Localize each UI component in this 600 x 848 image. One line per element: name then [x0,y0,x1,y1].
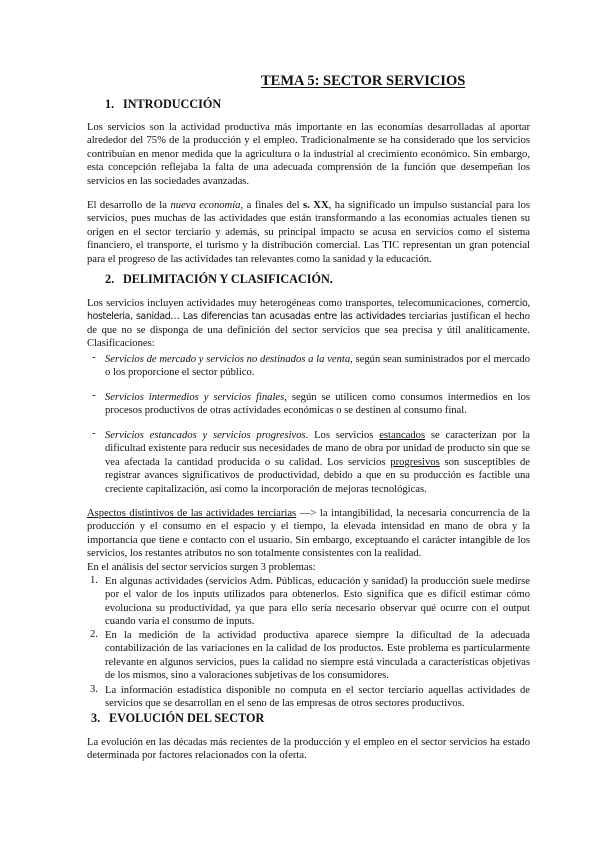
section-heading-evolucion [91,711,264,726]
section-title: INTRODUCCIÓN [123,97,222,111]
section-number: 1. [105,97,115,111]
text-run: Los servicios incluyen actividades muy heterogéneas como transportes, telecomunicaciones, [87,298,484,309]
text-run: terciarias justifican el hecho de que no se disponga de una definición del sector servicios que sea precisa y útil analíticamente. Clasificaciones: [87,311,530,350]
bullet-marker: - [92,351,96,363]
bullet-item-estancados [105,429,530,496]
list-number: 3. [90,684,98,695]
bullet-marker: - [92,389,96,401]
paragraph-evolucion: La evolución en las décadas más recientes de la producción y el empleo en el sector servicios ha estado determinada por factores relacionados con la oferta. [87,737,530,762]
section-title: DELIMITACIÓN Y CLASIFICACIÓN. [123,272,333,286]
text-run: , según se utilicen como consumos intermedios en los procesos productivos de otras actividades económicas o se destinen al consumo final. [105,392,531,417]
italic-run: Servicios estancados y servicios progresivos [105,430,306,441]
paragraph-analisis: En el análisis del sector servicios surgen 3 problemas: [87,562,316,573]
problem-item-3: La información estadística disponible no computa en el sector terciario aquellas actividades de servicios que se desarrollan en el seno de las empresas de otros sectores productivos. [105,685,530,710]
bold-run: s. XX [303,200,329,211]
paragraph-delimitacion-1 [87,297,530,351]
underlined-run: estancados [379,430,426,441]
bullet-item-intermedios [105,391,530,418]
list-number: 1. [90,575,98,586]
section-heading-introduccion [105,97,221,112]
problem-item-2: En la medición de la actividad productiva aparece siempre la dificultad de la adecuada contabilización de las variaciones en la calidad de los productos. Este problema es particularmente relevante en algunos servicios, pues la calidad no siempre está vinculada a características objetivas de los mismos, sino a valoraciones subjetivas de los consumidores. [105,630,530,682]
text-run: . Los servicios [305,430,380,441]
section-heading-delimitacion [105,272,333,287]
section-title: EVOLUCIÓN DEL SECTOR [109,711,265,725]
arrow-run: —> [296,508,320,519]
underlined-run: progresivos [390,456,440,468]
underlined-run: Aspectos distintivos de las actividades terciarias [87,508,297,519]
text-run: El desarrollo de la [87,200,171,211]
text-run: son susceptibles de registrar avances significativos de productividad, debido a que en su producción es factible una creciente capitalización, así como la incorporación de mejoras tecnológicas. [105,456,530,495]
text-run: se caracterizan por la dificultad existente para reducir sus necesidades de mano de obra por unidad de producto sin que se vea afectada la cantidad producida o su calidad. Los servicios [105,430,530,468]
text-run: , según sean suministrados por el mercado o los proporcione el sector público. [105,354,531,379]
problem-item-1: En algunas actividades (servicios Adm. Públicas, educación y sanidad) la producción suele medirse por el valor de los inputs utilizados para obtenerlos. Esto significa que es difícil estimar cómo evoluciona su productividad, ya que para ello sería necesario observar qué ocurre con el output cuando varía el consumo de inputs. [105,576,530,628]
bullet-item-mercado [105,353,530,380]
paragraph-intro-1: Los servicios son la actividad productiva más importante en las economías desarrolladas al aportar alrededor del 75% de la producción y el empleo. Tradicionalmente se ha considerado que los servicios contribuían en menor medida que la agricultura o la industrial al crecimiento económico. Sin embargo, esta concepción reflejaba la falta de una adecuada comprensión de la función que desempeñan los servicios en las sociedades avanzadas. [87,122,530,187]
italic-run: Servicios intermedios y servicios finales [105,392,285,403]
text-run: la intangibilidad, la necesaria concurrencia de la producción y el consumo en el espacio y el tiempo, la elevada intensidad en mano de obra y la importancia que tiene e contacto con el usuario. Sin embargo, exceptuando el carácter intangible de los servicios, los restantes atributos no son totalmente consistentes con la realidad. [87,508,530,560]
section-number: 2. [105,272,115,286]
italic-run: Servicios de mercado y servicios no destinados a la venta [105,354,351,365]
section-number: 3. [91,711,101,725]
italic-run: nueva economía [170,200,241,211]
handwritten-run: comercio, hosteleria, sanidad… Las diferencias tan acusadas entre las actividades [87,298,530,323]
text-run: , a finales del [240,200,304,211]
paragraph-intro-2 [87,199,530,266]
text-run: , ha significado un impulso sustancial para los servicios, pues muchas de las actividades que están transformando a las economías actuales tienen su origen en el sector terciario y además, su principal impacto se acusa en servicios como el sistema financiero, el transporte, el turismo y la distribución comercial. Las TIC representan un gran potencial para el progreso de las actividades tan relevantes como la sanidad y la educación. [87,200,531,265]
list-number: 2. [90,629,98,640]
paragraph-aspectos [87,507,530,561]
page-title: TEMA 5: SECTOR SERVICIOS [261,73,466,89]
bullet-marker: - [92,427,96,439]
